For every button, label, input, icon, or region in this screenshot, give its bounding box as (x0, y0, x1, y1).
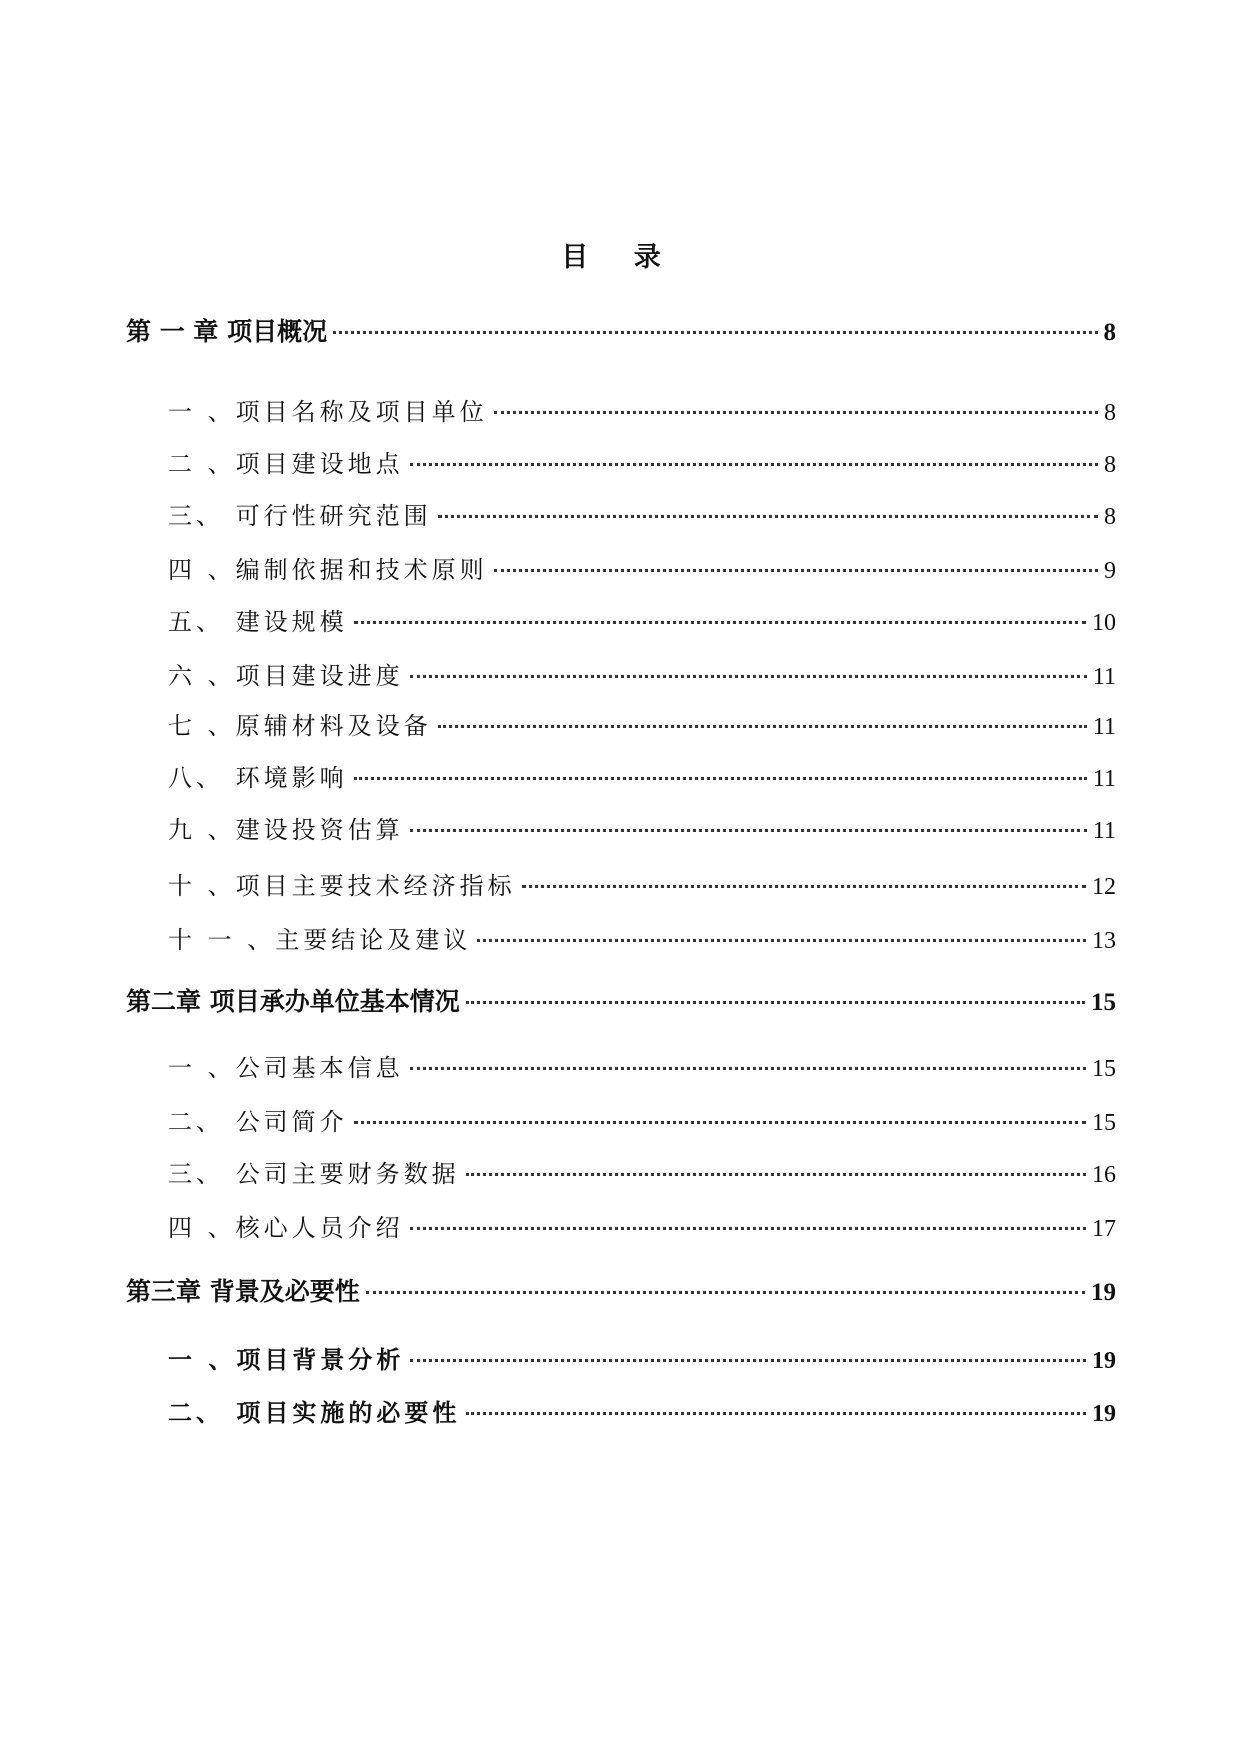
toc-section-1-6[interactable] (168, 656, 1116, 696)
toc-section-2-3[interactable] (168, 1154, 1116, 1194)
toc-entry-text: 七 、原辅材料及设备 (168, 712, 432, 740)
toc-leader-dots (333, 331, 1097, 334)
toc-chapter-3[interactable] (126, 1272, 1116, 1312)
toc-section-1-1[interactable] (168, 392, 1116, 432)
toc-leader-dots (494, 411, 1098, 414)
toc-entry-text: 第三章 背景及必要性 (126, 1277, 360, 1306)
toc-entry-text: 二、 项目实施的必要性 (168, 1398, 461, 1427)
toc-entry-text: 第 一 章 项目概况 (126, 317, 328, 346)
toc-leader-dots (466, 1001, 1085, 1004)
toc-page-number: 8 (1104, 452, 1116, 478)
toc-entry-text: 一 、公司基本信息 (168, 1054, 404, 1082)
toc-section-2-1[interactable] (168, 1048, 1116, 1088)
toc-entry-text: 一 、项目名称及项目单位 (168, 398, 488, 426)
toc-leader-dots (477, 939, 1086, 942)
toc-leader-dots (410, 675, 1087, 678)
toc-page-number: 12 (1092, 874, 1116, 900)
toc-leader-dots (522, 885, 1086, 888)
toc-entry-text: 第二章 项目承办单位基本情况 (126, 987, 460, 1016)
toc-entry-text: 二、 公司简介 (168, 1108, 348, 1136)
toc-entry-text: 三、 可行性研究范围 (168, 502, 432, 530)
toc-section-1-9[interactable] (168, 810, 1116, 850)
toc-leader-dots (438, 725, 1087, 728)
page-title: 目 录 (561, 242, 679, 273)
toc-entry-text: 十 一 、主要结论及建议 (168, 926, 472, 954)
toc-entry-text: 一 、项目背景分析 (168, 1345, 405, 1374)
toc-page-number: 9 (1104, 558, 1116, 584)
toc-leader-dots (354, 777, 1087, 780)
toc-leader-dots (494, 569, 1098, 572)
toc-leader-dots (410, 1359, 1086, 1362)
toc-section-2-4[interactable] (168, 1208, 1116, 1248)
toc-leader-dots (466, 1412, 1086, 1415)
toc-leader-dots (354, 1121, 1086, 1124)
toc-page-number: 19 (1092, 1401, 1116, 1427)
toc-entry-text: 八、 环境影响 (168, 764, 348, 792)
toc-page-number: 11 (1092, 714, 1116, 740)
toc-page-number: 11 (1092, 766, 1116, 792)
toc-chapter-1[interactable] (126, 312, 1116, 352)
toc-section-3-2[interactable] (168, 1393, 1116, 1433)
toc-leader-dots (410, 463, 1098, 466)
toc-entry-text: 三、 公司主要财务数据 (168, 1160, 460, 1188)
toc-page-number: 15 (1092, 1110, 1116, 1136)
toc-page-number: 19 (1091, 1279, 1116, 1306)
toc-section-1-4[interactable] (168, 550, 1116, 590)
toc-entry-text: 六 、项目建设进度 (168, 662, 404, 690)
toc-leader-dots (438, 515, 1098, 518)
toc-section-1-10[interactable] (168, 866, 1116, 906)
toc-section-3-1[interactable] (168, 1340, 1116, 1380)
toc-page-number: 16 (1092, 1162, 1116, 1188)
toc-section-1-2[interactable] (168, 444, 1116, 484)
toc-entry-text: 五、 建设规模 (168, 608, 348, 636)
toc-section-1-5[interactable] (168, 602, 1116, 642)
toc-page-number: 17 (1092, 1216, 1116, 1242)
toc-leader-dots (410, 829, 1087, 832)
toc-section-2-2[interactable] (168, 1102, 1116, 1142)
toc-leader-dots (354, 621, 1086, 624)
toc-entry-text: 四 、核心人员介绍 (168, 1214, 404, 1242)
toc-page-number: 8 (1103, 319, 1116, 346)
toc-leader-dots (410, 1227, 1086, 1230)
toc-entry-text: 二 、项目建设地点 (168, 450, 404, 478)
toc-chapter-2[interactable] (126, 982, 1116, 1022)
toc-section-1-7[interactable] (168, 706, 1116, 746)
toc-entry-text: 十 、项目主要技术经济指标 (168, 872, 516, 900)
toc-section-1-8[interactable] (168, 758, 1116, 798)
toc-entry-text: 四 、编制依据和技术原则 (168, 556, 488, 584)
toc-leader-dots (366, 1291, 1085, 1294)
toc-entry-text: 九 、建设投资估算 (168, 816, 404, 844)
toc-section-1-11[interactable] (168, 920, 1116, 960)
toc-page-number: 15 (1091, 989, 1116, 1016)
toc-leader-dots (466, 1173, 1086, 1176)
toc-page-number: 11 (1092, 664, 1116, 690)
toc-page-number: 8 (1104, 504, 1116, 530)
toc-page-number: 11 (1092, 818, 1116, 844)
toc-page-number: 8 (1104, 400, 1116, 426)
toc-leader-dots (410, 1067, 1086, 1070)
toc-page-number: 19 (1092, 1348, 1116, 1374)
toc-page-number: 13 (1092, 928, 1116, 954)
toc-page-number: 15 (1092, 1056, 1116, 1082)
toc-page-number: 10 (1092, 610, 1116, 636)
toc-section-1-3[interactable] (168, 496, 1116, 536)
